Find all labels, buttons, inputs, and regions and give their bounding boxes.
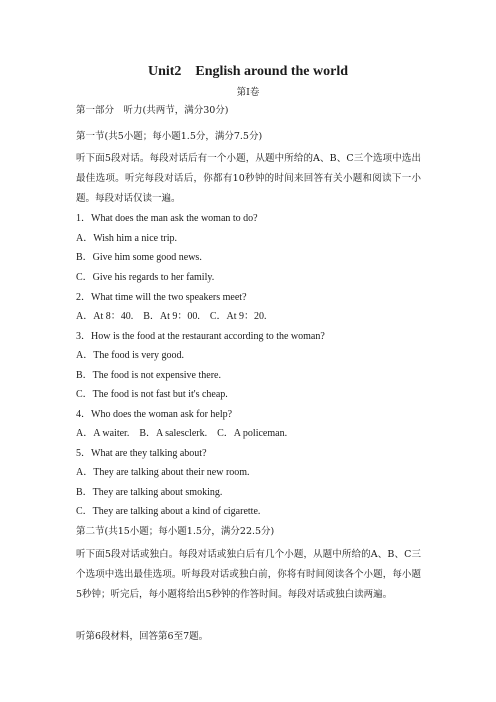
option-line: B．They are talking about smoking.: [76, 487, 223, 498]
option-line: A．They are talking about their new room.: [76, 467, 250, 478]
section2-heading: 第二节(共15小题；每小题1.5分，满分22.5分): [76, 526, 275, 537]
section1-heading: 第一节(共5小题；每小题1.5分，满分7.5分): [76, 131, 263, 142]
option-line: C．Give his regards to her family.: [76, 272, 215, 283]
part-heading: 第一部分 听力(共两节，满分30分): [76, 105, 229, 116]
option-line: B．Give him some good news.: [76, 252, 202, 263]
option-line: C．The food is not fast but it's cheap.: [76, 389, 228, 400]
page-title: Unit2 English around the world: [147, 64, 349, 79]
option-line: B．The food is not expensive there.: [76, 370, 221, 381]
volume-label: 第Ⅰ卷: [236, 87, 260, 98]
option-line: A．Wish him a nice trip.: [76, 233, 177, 244]
question-line: 2．What time will the two speakers meet?: [76, 292, 247, 303]
question-line: 1．What does the man ask the woman to do?: [76, 213, 258, 224]
material-prompt: 听第6段材料，回答第6至7题。: [76, 631, 209, 642]
option-line: A．At 8：40. B．At 9：00. C．At 9：20.: [76, 311, 267, 322]
option-line: A．The food is very good.: [76, 350, 185, 361]
section1-instructions: 听下面5段对话。每段对话后有一个小题，从题中所给的A、B、C三个选项中选出最佳选项。听完每段对话后，你都有10秒钟的时间来回答有关小题和阅读下一小题。每段对话仅读一遍。: [76, 153, 421, 204]
question-line: 3．How is the food at the restaurant according to the woman?: [76, 331, 325, 342]
section2-instructions: 听下面5段对话或独白。每段对话或独白后有几个小题，从题中所给的A、B、C三个选项中选出最佳选项。听每段对话或独白前，你将有时间阅读各个小题，每小题5秒钟；听完后，每小题将给出5秒钟的作答时间。每段对话或独白读两遍。: [76, 549, 421, 600]
question-line: 5．What are they talking about?: [76, 448, 207, 459]
option-line: C．They are talking about a kind of cigarette.: [76, 506, 261, 517]
question-line: 4．Who does the woman ask for help?: [76, 409, 233, 420]
option-line: A．A waiter. B．A salesclerk. C．A policeman.: [76, 428, 288, 439]
